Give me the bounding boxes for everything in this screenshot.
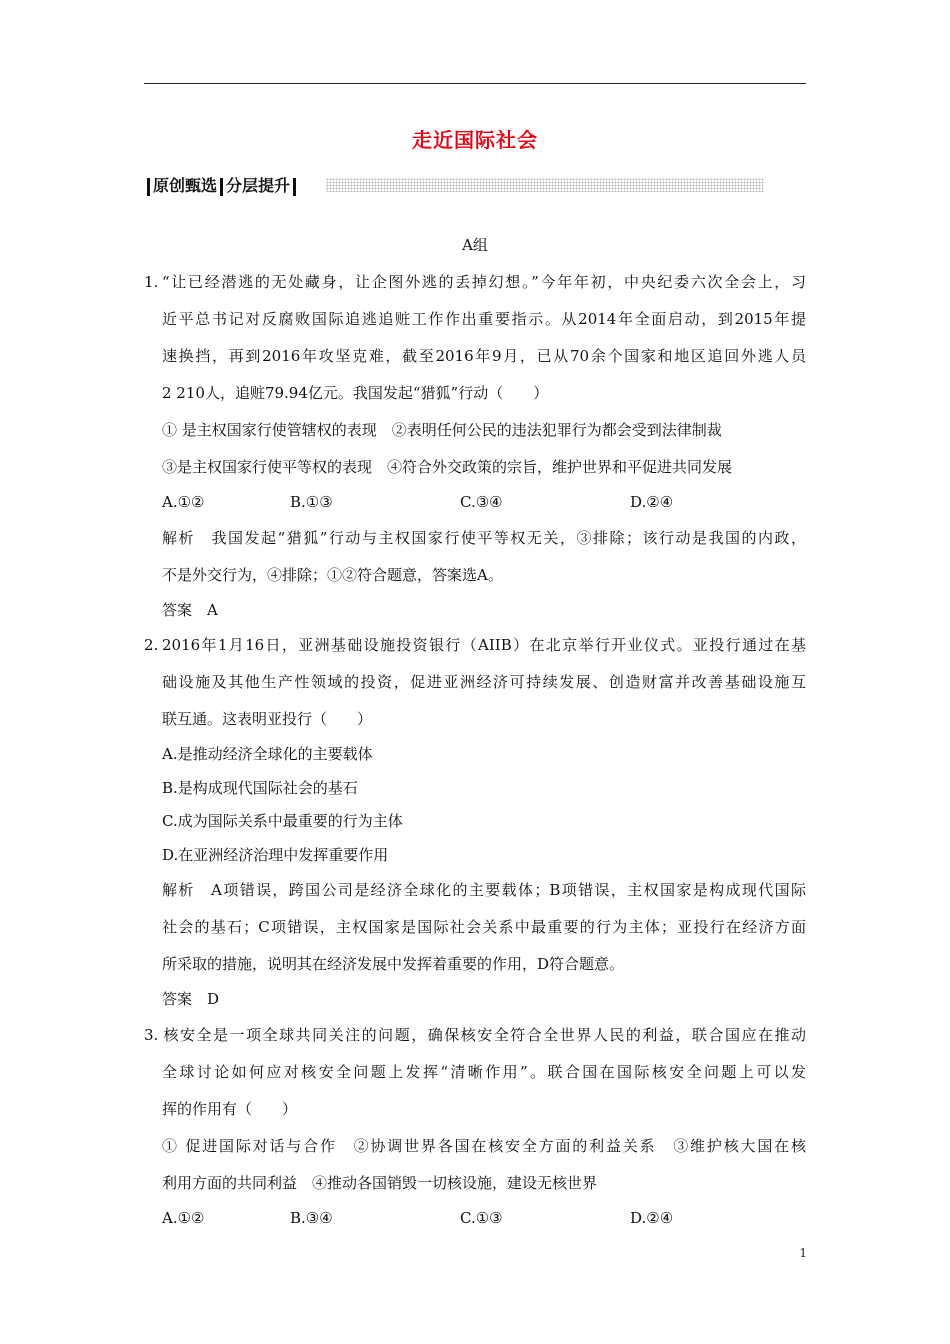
- stem-text: “让已经潜逃的无处藏身，让企图外逃的丢掉幻想。”今年年初，中央纪委六次全会上，习: [162, 273, 806, 291]
- option-row: [144, 486, 806, 520]
- stem-text: 2016年1月16日，亚洲基础设施投资银行（AIIB）在北京举行开业仪式。亚投行通过在基: [162, 636, 806, 654]
- question-stem-line: 速换挡，再到2016年攻坚克难，截至2016年9月，已从70余个国家和地区追回外逃人员: [162, 347, 806, 365]
- statement-line: ③是主权国家行使平等权的表现 ④符合外交政策的宗旨，维护世界和平促进共同发展: [162, 458, 733, 476]
- analysis-line: 社会的基石；C项错误，主权国家是国际社会关系中最重要的行为主体；亚投行在经济方面: [162, 918, 806, 936]
- question-stem-line: 近平总书记对反腐败国际追逃追赃工作作出重要指示。从2014年全面启动，到2015年提: [162, 310, 806, 328]
- answer-line: 答案 A: [162, 600, 218, 619]
- option-c: C.①③: [460, 1208, 503, 1227]
- analysis-line: 不是外交行为，④排除；①②符合题意，答案选A。: [162, 565, 503, 584]
- option-d: D.在亚洲经济治理中发挥重要作用: [162, 845, 389, 864]
- question-stem-line: 础设施及其他生产性领域的投资，促进亚洲经济可持续发展、创造财富并改善基础设施互: [162, 673, 806, 691]
- option-b: B.是构成现代国际社会的基石: [162, 778, 358, 797]
- question-stem-line: 挥的作用有（ ）: [162, 1099, 298, 1118]
- stem-text: 核安全是一项全球共同关注的问题，确保核安全符合全世界人民的利益，联合国应在推动: [162, 1025, 806, 1044]
- question-3: [144, 1017, 806, 1236]
- question-number: 1.: [144, 273, 159, 291]
- answer-line: 答案 D: [162, 990, 220, 1008]
- analysis-line: 所采取的措施，说明其在经济发展中发挥着重要的作用，D符合题意。: [162, 955, 625, 973]
- question-stem-line: 2 210人，追赃79.94亿元。我国发起“猎狐”行动（ ）: [162, 384, 549, 402]
- option-c: C.成为国际关系中最重要的行为主体: [162, 812, 403, 830]
- question-number: 2.: [144, 636, 159, 654]
- option-b: B.①③: [290, 493, 333, 511]
- banner-part1: 原创甄选: [153, 176, 218, 195]
- analysis-line: 解析 A项错误，跨国公司是经济全球化的主要载体；B项错误，主权国家是构成现代国际: [162, 881, 806, 899]
- header-rule: [144, 83, 806, 84]
- banner-bar: [147, 178, 150, 196]
- question-stem-line: [144, 1017, 806, 1054]
- question-1: [144, 264, 806, 627]
- question-stem-line: [144, 264, 806, 301]
- option-d: D.②④: [630, 1208, 674, 1227]
- question-stem-line: 联互通。这表明亚投行（ ）: [162, 710, 373, 728]
- banner-dot-pattern: [326, 178, 764, 192]
- question-stem-line: [144, 627, 806, 664]
- group-title: A组: [462, 236, 488, 254]
- analysis-line: 解析 我国发起“猎狐”行动与主权国家行使平等权无关，③排除；该行动是我国的内政，: [162, 528, 806, 547]
- question-2: [144, 627, 806, 1017]
- question-number: 3.: [144, 1025, 159, 1044]
- statement-line: 利用方面的共同利益 ④推动各国销毁一切核设施，建设无核世界: [162, 1173, 598, 1192]
- banner-part2: 分层提升: [226, 176, 291, 195]
- option-row: [144, 1202, 806, 1236]
- document-body: [144, 232, 806, 1235]
- banner-bar: [220, 178, 223, 196]
- option-b: B.③④: [290, 1208, 333, 1227]
- statement-line: ① 是主权国家行使管辖权的表现 ②表明任何公民的违法犯罪行为都会受到法律制裁: [162, 421, 722, 439]
- option-a: A.①②: [162, 493, 205, 511]
- question-stem-line: 全球讨论如何应对核安全问题上发挥“清晰作用”。联合国在国际核安全问题上可以发: [162, 1062, 806, 1081]
- banner-bar: [293, 178, 296, 196]
- page-number: 1: [799, 1246, 807, 1260]
- page-title: 走近国际社会: [412, 128, 538, 152]
- option-d: D.②④: [630, 493, 674, 511]
- option-a: A.是推动经济全球化的主要载体: [162, 745, 373, 763]
- option-a: A.①②: [162, 1208, 205, 1227]
- statement-line: ① 促进国际对话与合作 ②协调世界各国在核安全方面的利益关系 ③维护核大国在核: [162, 1136, 806, 1155]
- banner-label: [144, 174, 299, 198]
- option-c: C.③④: [460, 493, 503, 511]
- section-banner: [144, 174, 764, 198]
